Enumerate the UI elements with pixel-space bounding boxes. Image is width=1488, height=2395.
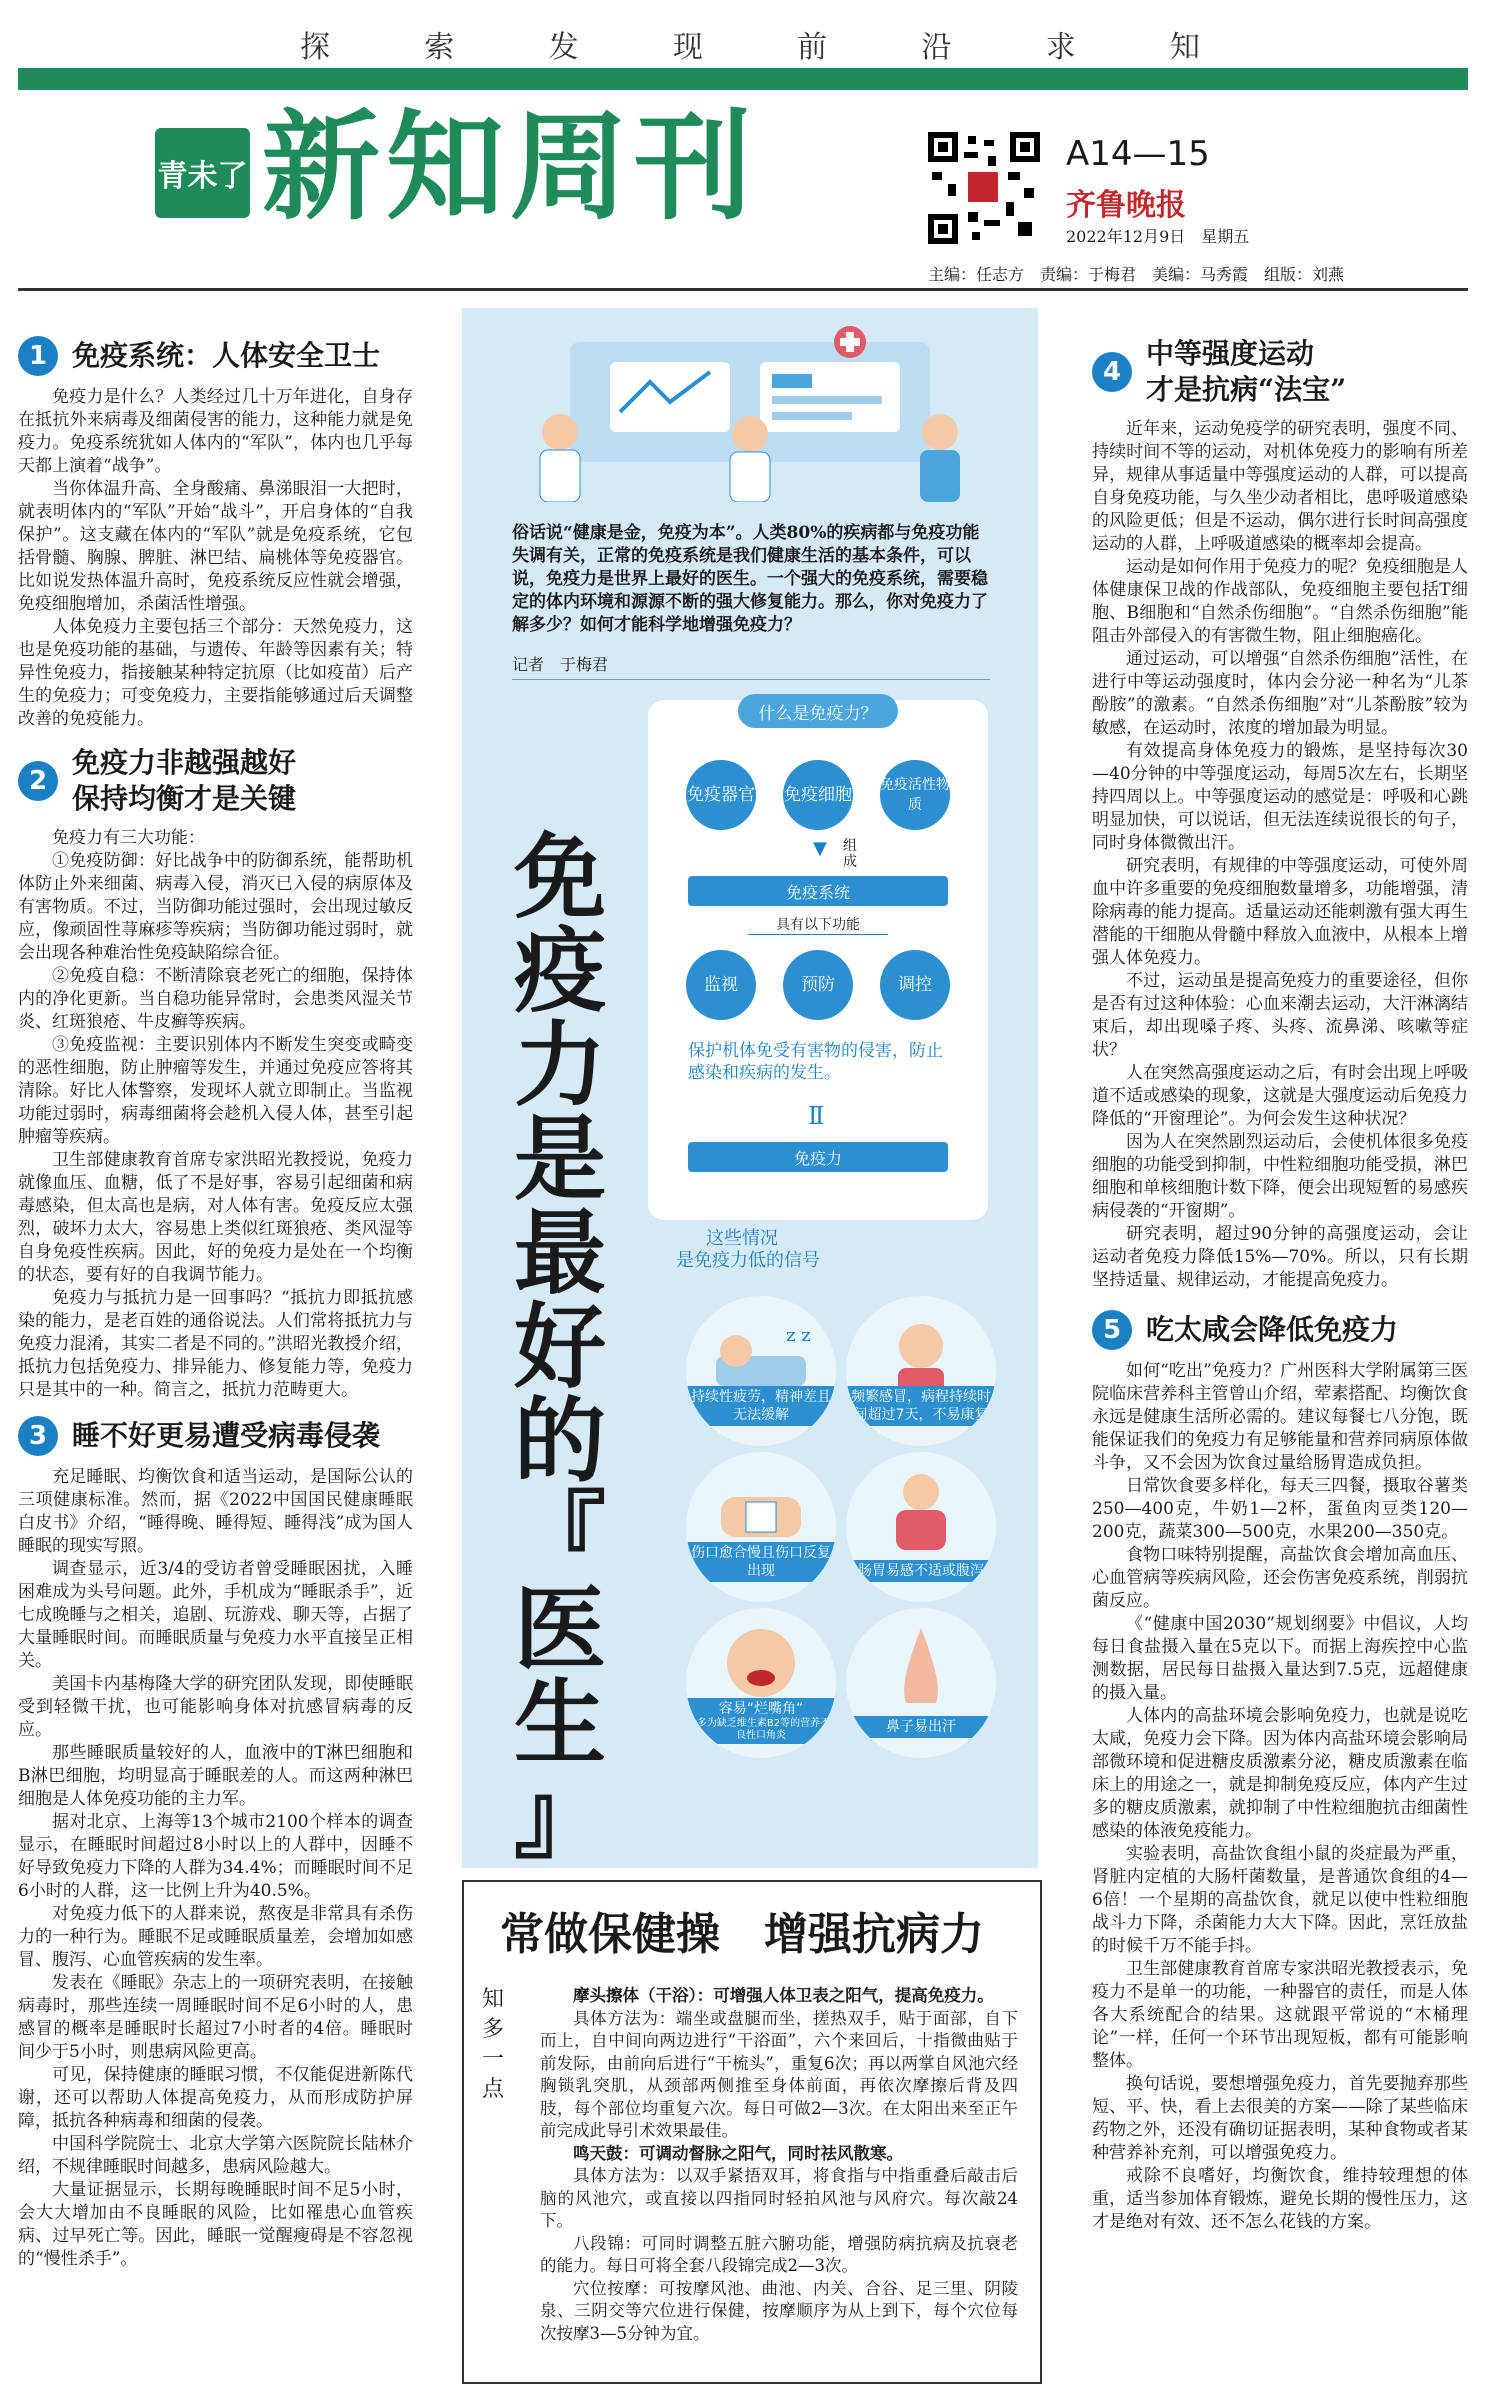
reporter-byline: 记者 于梅君: [512, 652, 990, 680]
paragraph: 发表在《睡眠》杂志上的一项研究表明，在接触病毒时，那些连续一周睡眠时间不足6小时的人，患感冒的概率是睡眠时长超过7小时者的4倍。睡眠时间少于5小时，则患病风险更高。: [18, 1973, 413, 2062]
function-prevent: 预防: [783, 950, 853, 1020]
issue-date: 2022年12月9日 星期五: [1066, 227, 1250, 246]
section-title: 才是抗病“法宝”: [1146, 373, 1347, 406]
paragraph: ①免疫防御：好比战争中的防御系统，能帮助机体防止外来细菌、病毒入侵，消灭已入侵的病原体及有害物质。不过，当防御功能过强时，会出现过敏反应，像顽固性荨麻疹等疾病；当防御功能过弱时，就会出现各种难治性免疫缺陷综合征。: [18, 851, 413, 963]
section-title: 免疫系统：人体安全卫士: [72, 339, 381, 372]
paragraph: 换句话说，要想增强免疫力，首先要抛弃那些短、平、快，看上去很美的方案——除了某些临床药物之外，还没有确切证据表明，某种食物或者某种营养补充剂，可以增强免疫力。: [1092, 2074, 1468, 2163]
doctor-figures-icon: [510, 322, 990, 502]
paragraph: 运动是如何作用于免疫力的呢？免疫细胞是人体健康保卫战的作战部队，免疫细胞主要包括T细胞、B细胞和“自然杀伤细胞”。“自然杀伤细胞”能阻击外部侵入的有害微生物，阻止细胞癌化。: [1092, 557, 1468, 646]
arrow-down-icon: ▼: [813, 838, 827, 859]
flu-icon: [846, 1296, 996, 1446]
immunity-diagram: [648, 700, 988, 1220]
paragraph: 如何“吃出”免疫力？广州医科大学附属第三医院临床营养科主管曾山介绍，荤素搭配、均衡饮食永远是健康生活所必需的。建议每餐七八分饱，既能保证我们的免疫力有足够能量和营养同病原体做斗争，又不会因为饮食过量给肠胃造成负担。: [1092, 1361, 1468, 1473]
sign-caption-text: 容易“烂嘴角”: [718, 1701, 804, 1717]
headline-char: 是: [513, 1105, 606, 1213]
newspaper-name: 齐鲁晚报: [1066, 188, 1186, 223]
paragraph: ②免疫自稳：不断清除衰老死亡的细胞，保持体内的净化更新。当自稳功能异常时，会患类风湿关节炎、红斑狼疮、牛皮癣等疾病。: [18, 966, 413, 1032]
paragraph: 免疫力是什么？人类经过几十万年进化，自身存在抵抗外来病毒及细菌侵害的能力，这种能力就是免疫力。免疫系统犹如人体内的“军队”，体内也几乎每天都上演着“战争”。: [18, 387, 413, 476]
paragraph: 有效提高身体免疫力的锻炼，是坚持每次30—40分钟的中等强度运动，每周5次左右，长期坚持四周以上。中等强度运动的感觉是：呼吸和心跳明显加快，可以说话，但无法连续说很长的句子，同时身体微微出汗。: [1092, 741, 1468, 853]
section-number: 5: [1092, 1310, 1132, 1350]
paragraph: 大量证据显示，长期每晚睡眠时间不足5小时，会大大增加由不良睡眠的风险，比如罹患心血管疾病、过早死亡等。因此，睡眠一觉醒瘦碍是不容忽视的“慢性杀手”。: [18, 2180, 413, 2269]
function-monitor: 监视: [686, 950, 756, 1020]
paragraph: 充足睡眠、均衡饮食和适当运动，是国际公认的三项健康标准。然而，据《2022中国国民健康睡眠白皮书》介绍，“睡得晚、睡得短、睡得浅”成为国人睡眠的现实写照。: [18, 1467, 413, 1556]
sign-caption: 频繁感冒，病程持续时间超过7天，不易康复: [846, 1386, 996, 1426]
masthead-title: 新知周刊: [262, 98, 759, 236]
immune-system-bar: 免疫系统: [688, 876, 948, 906]
paragraph: 穴位按摩：可按摩风池、曲池、内关、合谷、足三里、阴陵泉、三阴交等穴位进行保健，按摩顺序为从上到下，每个穴位每次按摩3—5分钟为宜。: [540, 2278, 1018, 2343]
exercise-title: 常做保健操 增强抗病力: [500, 1909, 984, 1960]
section-number: 2: [18, 761, 58, 801]
headline-vertical: [510, 823, 610, 1871]
paragraph: 人体免疫力主要包括三个部分：天然免疫力，这也是免疫功能的基础，与遗传、年龄等因素有关；特异性免疫力，指接触某种特定抗原（比如疫苗）后产生的免疫力；可变免疫力，主要指能够通过后天调整改善的免疫能力。: [18, 617, 413, 729]
function-regulate: 调控: [880, 950, 950, 1020]
headline-char: 生: [513, 1669, 606, 1777]
paragraph: 不过，运动虽是提高免疫力的重要途径，但你是否有过这种体验：心血来潮去运动，大汗淋漓结束后，却出现嗓子疼、头疼、流鼻涕、咳嗽等症状？: [1092, 971, 1468, 1060]
paragraph: 戒除不良嗜好，均衡饮食，维持较理想的体重，适当参加体育锻炼，避免长期的慢性压力，这才是绝对有效、还不怎么花钱的方案。: [1092, 2166, 1468, 2232]
paragraph: 卫生部健康教育首席专家洪昭光教授说，免疫力就像血压、血糖，低了不是好事，容易引起细菌和病毒感染，但太高也是病，对人体有害。免疫反应太强烈，破坏力太大，容易患上类似红斑狼疮、类风湿等自身免疫性疾病。因此，好的免疫力是处在一个均衡的状态，要有好的自我调节能力。: [18, 1150, 413, 1285]
motto-char: 现: [672, 30, 703, 65]
section-title: 保持均衡才是关键: [72, 782, 297, 815]
paragraph: 当你体温升高、全身酸痛、鼻涕眼泪一大把时，就表明体内的“军队”开始“战斗”，开启身体的“自我保护”。这支藏在体内的“军队”就是免疫系统，它包括骨髓、胸腺、脾脏、淋巴结、扁桃体等免疫器官。比如说发热体温升高时，免疫系统反应性就会增强，免疫细胞增加，杀菌活性增强。: [18, 479, 413, 614]
page-number: A14—15: [1066, 134, 1210, 174]
compose-label: 组成: [843, 838, 857, 870]
signs-title: [676, 1228, 820, 1272]
section-3-heading: [18, 1416, 413, 1456]
functions-label: 具有以下功能: [748, 914, 888, 935]
paragraph: 免疫力有三大功能：: [52, 828, 205, 848]
tip-label: 知多一点: [481, 1987, 504, 2102]
headline-char: 『: [513, 1481, 606, 1589]
headline-char: 的: [513, 1387, 606, 1495]
paragraph: 人体内的高盐环境会影响免疫力，也就是说吃太咸，免疫力会下降。因为体内高盐环境会影响局部微环境和促进糖皮质激素分泌，糖皮质激素在临床上的用途之一，就是抑制免疫反应，体内产生过多的糖皮质激素，就抑制了中性粒细胞抗击细菌性感染的体液免疫能力。: [1092, 1706, 1468, 1841]
equals-sign: Ⅱ: [808, 1102, 825, 1130]
section-number: 3: [18, 1416, 58, 1456]
paragraph: 八段锦：可同时调整五脏六腑功能，增强防病抗病及抗衰老的能力。每日可将全套八段锦完成2—3次。: [540, 2233, 1018, 2275]
protect-note: 保护机体免受有害物的侵害，防止感染和疾病的发生。: [688, 1041, 943, 1083]
nose-icon: [846, 1608, 996, 1758]
paragraph: 食物口味特别提醒，高盐饮食会增加高血压、心血管病等疾病风险，还会伤害免疫系统，削弱抗菌反应。: [1092, 1545, 1468, 1611]
paragraph: 研究表明，有规律的中等强度运动，可使外周血中许多重要的免疫细胞数量增多，功能增强，清除病毒的能力提高。适量运动还能刺激有强大再生潜能的干细胞从骨髓中释放入血液中，从根本上增强人体免疫力。: [1092, 856, 1468, 968]
section-logo: 青未了: [155, 128, 250, 218]
headline-char: 免: [513, 823, 606, 931]
section-number: 1: [18, 336, 58, 376]
paragraph: 具体方法为：端坐或盘腿而坐，搓热双手，贴于面部，自下而上，自中间向两边进行“干浴面”，六个来回后，十指微曲贴于前发际，由前向后进行“干梳头”，重复6次；再以两掌自风池穴经胸锁乳突肌，从颈部两侧推至身体前面，再依次摩擦后背及四肢，每个部位均重复六次。每日可做2—3次。在太阳出来至正午前完成此导引术效果最佳。: [540, 2008, 1018, 2140]
paragraph: 对免疫力低下的人群来说，熬夜是非常具有杀伤力的一种行为。睡眠不足或睡眠质量差，会增加如感冒、腹泻、心血管疾病的发生率。: [18, 1904, 413, 1970]
left-column: [18, 330, 413, 2271]
paragraph: 可见，保持健康的睡眠习惯，不仅能促进新陈代谢，还可以帮助人体提高免疫力，从而形成防护屏障，抵抗各种病毒和细菌的侵袭。: [18, 2065, 413, 2131]
sign-footnote: *多为缺乏维生素B2等的营养不良性口角炎: [691, 1718, 831, 1741]
section-title: 睡不好更易遭受病毒侵袭: [72, 1419, 381, 1452]
editor-credits: 主编：任志方 责编：于梅君 美编：马秀霞 组版：刘燕: [928, 265, 1345, 284]
motto-char: 索: [424, 30, 455, 65]
right-column: [1092, 330, 1468, 2234]
section-1-heading: [18, 336, 413, 376]
section-title: 免疫力非越强越好: [72, 746, 297, 779]
paragraph: 摩头擦体（干浴）：可增强人体卫表之阳气，提高免疫力。: [573, 1986, 994, 2005]
headline-char: 好: [513, 1293, 606, 1401]
sign-caption: 鼻子易出汗: [846, 1716, 996, 1738]
paragraph: 据对北京、上海等13个城市2100个样本的调查显示，在睡眠时间超过8小时以上的人群中，因睡不好导致免疫力下降的人群为34.4%；而睡眠时间不足6小时的人群，这一比例上升为40.5%。: [18, 1812, 413, 1901]
wound-icon: [686, 1452, 836, 1602]
paragraph: 研究表明，超过90分钟的高强度运动，会让运动者免疫力降低15%—70%。所以，只有长期坚持适量、规律运动，才能提高免疫力。: [1092, 1224, 1468, 1290]
paragraph: 日常饮食要多样化，每天三四餐，摄取谷薯类250—400克，牛奶1—2杯，蛋鱼肉豆类120—200克，蔬菜300—500克，水果200—350克。: [1092, 1476, 1468, 1542]
section-2-heading: [18, 745, 413, 817]
sign-caption: 持续性疲劳，精神差且无法缓解: [686, 1386, 836, 1426]
paragraph: 美国卡内基梅隆大学的研究团队发现，即使睡眠受到轻微干扰，也可能影响身体对抗感冒病毒的反应。: [18, 1674, 413, 1740]
part-cells: 免疫细胞: [783, 760, 853, 830]
paragraph: 免疫力与抵抗力是一回事吗？“抵抗力即抵抗感染的能力，是老百姓的通俗说法。人们常将抵抗力与免疫力混淆，其实二者是不同的。”洪昭光教授介绍，抵抗力包括免疫力、排异能力、修复能力等，免疫力只是其中的一种。简言之，抵抗力范畴更大。: [18, 1288, 413, 1400]
paragraph: 具体方法为：以双手紧捂双耳，将食指与中指重叠后敲击后脑的风池穴，或直接以四指同时轻拍风池与风府穴。每次敲24下。: [540, 2166, 1018, 2230]
headline-char: 力: [513, 1011, 606, 1119]
motto-char: 前: [797, 30, 828, 65]
section-title: 中等强度运动: [1146, 337, 1315, 370]
motto-char: 知: [1169, 30, 1200, 65]
headline-char: 医: [513, 1575, 606, 1683]
signs-title-line: 是免疫力低的信号: [676, 1250, 820, 1271]
sign-caption: [686, 1698, 836, 1744]
headline-char: 』: [513, 1763, 606, 1871]
motto-char: 探: [300, 30, 330, 65]
motto-row: [300, 22, 1200, 66]
paragraph: 中国科学院院士、北京大学第六医院院长陆林介绍，不规律睡眠时间越多，患病风险越大。: [18, 2134, 413, 2177]
paragraph: 鸣天鼓：可调动督脉之阳气，同时祛风散寒。: [573, 2143, 903, 2163]
exercise-text: [540, 1985, 1018, 2345]
section-number: 4: [1092, 352, 1132, 392]
headline-char: 最: [513, 1199, 606, 1307]
qr-code-icon: [928, 132, 1040, 244]
cracked-lip-icon: [686, 1608, 836, 1758]
diagram-title: 什么是免疫力？: [738, 694, 898, 728]
section-4-heading: [1092, 336, 1468, 408]
header-rule: [18, 288, 1468, 291]
motto-char: 发: [548, 30, 579, 65]
headline-char: 疫: [513, 917, 606, 1025]
paragraph: 卫生部健康教育首席专家洪昭光教授表示，免疫力不是单一的功能，一种器官的责任，而是人体各大系统配合的结果。这就跟平常说的“木桶理论”一样，任何一个环节出现短板，都有可能影响整体。: [1092, 1959, 1468, 2071]
paragraph: 实验表明，高盐饮食组小鼠的炎症最为严重，肾脏内定植的大肠杆菌数量，是普通饮食组的4—6倍！一个星期的高盐饮食，就足以使中性粒细胞战斗力下降，杀菌能力大大下降。因此，烹饪放盐的时候千万不能手抖。: [1092, 1844, 1468, 1956]
section-title: 吃太咸会降低免疫力: [1146, 1313, 1399, 1346]
fatigue-icon: [686, 1296, 836, 1446]
paragraph: 因为人在突然剧烈运动后，会使机体很多免疫细胞的功能受到抑制，中性粒细胞功能受损，淋巴细胞和单核细胞计数下降，便会出现短暂的易感疾病侵袭的“开窗期”。: [1092, 1132, 1468, 1221]
paragraph: 人在突然高强度运动之后，有时会出现上呼吸道不适或感染的现象，这就是大强度运动后免疫力降低的“开窗理论”。为何会发生这种状况？: [1092, 1063, 1468, 1129]
part-active-substances: 免疫活性物质: [880, 760, 950, 830]
paragraph: 《“健康中国2030”规划纲要》中倡议，人均每日食盐摄入量在5克以下。而据上海疾控中心监测数据，居民每日盐摄入量达到7.5克，远超健康的摄入量。: [1092, 1614, 1468, 1703]
paragraph: 通过运动，可以增强“自然杀伤细胞”活性，在进行中等运动强度时，体内会分泌一种名为“儿茶酚胺”的激素。“自然杀伤细胞”对“儿茶酚胺”较为敏感，在运动时，浓度的增加最为明显。: [1092, 649, 1468, 738]
header-band: [18, 68, 1468, 90]
signs-title-line: 这些情况: [706, 1228, 778, 1249]
svg-text:z z: z z: [786, 1325, 811, 1346]
part-organs: 免疫器官: [686, 760, 756, 830]
immunity-bar: 免疫力: [688, 1142, 948, 1172]
paragraph: ③免疫监视：主要识别体内不断发生突变或畸变的恶性细胞，防止肿瘤等发生，并通过免疫应答将其清除。好比人体警察，发现坏人就立即制止。当监视功能过弱时，病毒细菌将会趁机入侵人体，甚至引起肿瘤等疾病。: [18, 1035, 413, 1147]
motto-char: 沿: [921, 30, 952, 65]
motto-char: 求: [1045, 30, 1076, 65]
paragraph: 近年来，运动免疫学的研究表明，强度不同、持续时间不等的运动，对机体免疫力的影响有所差异，规律从事适量中等强度运动的人群，可以提高自身免疫功能，与久坐少动者相比，患呼吸道感染的风险更低；但是不运动，偶尔进行长时间高强度运动的人群，上呼吸道感染的概率却会提高。: [1092, 419, 1468, 554]
intro-text: 俗话说“健康是金，免疫为本”。人类80%的疾病都与免疫功能失调有关，正常的免疫系统是我们健康生活的基本条件，可以说，免疫力是世界上最好的医生。一个强大的免疫系统，需要稳定的体内环境和源源不断的强大修复能力。那么，你对免疫力了解多少？如何才能科学地增强免疫力？: [512, 523, 988, 635]
section-5-heading: [1092, 1310, 1468, 1350]
stomach-icon: [846, 1452, 996, 1602]
paragraph: 调查显示，近3/4的受访者曾受睡眠困扰，入睡困难成为头号问题。此外，手机成为“睡眠杀手”，近七成晚睡与之相关，追剧、玩游戏、聊天等，占据了大量睡眠时间。而睡眠质量与免疫力水平直接呈正相关。: [18, 1559, 413, 1671]
sign-caption: 肠胃易感不适或腹泻: [846, 1560, 996, 1582]
sign-caption: 伤口愈合慢且伤口反复出现: [686, 1542, 836, 1582]
paragraph: 那些睡眠质量较好的人，血液中的T淋巴细胞和B淋巴细胞，均明显高于睡眠差的人。而这两种淋巴细胞是人体免疫功能的主力军。: [18, 1743, 413, 1809]
